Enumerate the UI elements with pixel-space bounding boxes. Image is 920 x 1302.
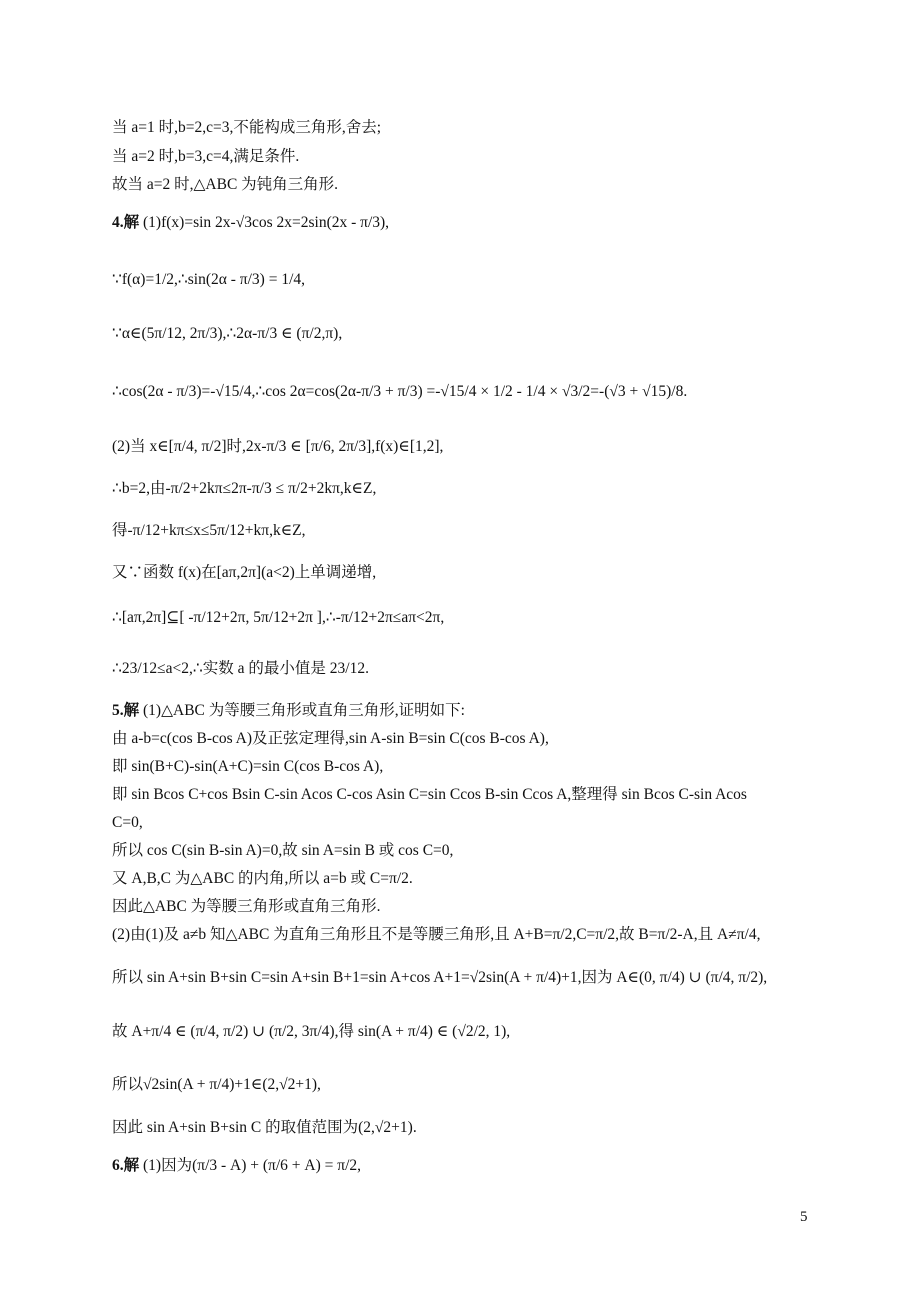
text-line: 故当 a=2 时,△ABC 为钝角三角形. <box>112 176 339 193</box>
text-line: 所以√2sin(A + π/4)+1∈(2,√2+1), <box>112 1076 321 1093</box>
text-line: ∴23/12≤a<2,∴实数 a 的最小值是 23/12. <box>112 660 369 677</box>
text-line: 又∵函数 f(x)在[aπ,2π](a<2)上单调递增, <box>112 564 377 581</box>
text-line: 又 A,B,C 为△ABC 的内角,所以 a=b 或 C=π/2. <box>112 870 413 887</box>
text-line: 因此 sin A+sin B+sin C 的取值范围为(2,√2+1). <box>112 1119 417 1136</box>
text-line: 由 a-b=c(cos B-cos A)及正弦定理得,sin A-sin B=sin C(cos B-cos A), <box>112 730 549 747</box>
text-line: C=0, <box>112 814 143 831</box>
text-line: 得-π/12+kπ≤x≤5π/12+kπ,k∈Z, <box>112 522 306 539</box>
text-line: 所以 sin A+sin B+sin C=sin A+sin B+1=sin A+cos A+1=√2sin(A + π/4)+1,因为 A∈(0, π/4) ∪ (π/4, π/2), <box>112 969 768 986</box>
text-line: 当 a=1 时,b=2,c=3,不能构成三角形,舍去; <box>112 119 382 136</box>
text-line: (2)由(1)及 a≠b 知△ABC 为直角三角形且不是等腰三角形,且 A+B=π/2,C=π/2,故 B=π/2-A,且 A≠π/4, <box>112 926 761 943</box>
text-line: ∴cos(2α - π/3)=-√15/4,∴cos 2α=cos(2α-π/3 + π/3) =-√15/4 × 1/2 - 1/4 × √3/2=-(√3 + √15)/8. <box>112 383 688 400</box>
problem-4-heading: 4.解 (1)f(x)=sin 2x-√3cos 2x=2sin(2x - π/3), <box>112 214 390 231</box>
text-line: ∴b=2,由-π/2+2kπ≤2π-π/3 ≤ π/2+2kπ,k∈Z, <box>112 480 377 497</box>
text-line: ∵α∈(5π/12, 2π/3),∴2α-π/3 ∈ (π/2,π), <box>112 325 343 342</box>
page-number: 5 <box>800 1209 808 1225</box>
problem-5-heading: 5.解 (1)△ABC 为等腰三角形或直角三角形,证明如下: <box>112 702 465 719</box>
text-line: 故 A+π/4 ∈ (π/4, π/2) ∪ (π/2, 3π/4),得 sin(A + π/4) ∈ (√2/2, 1), <box>112 1023 511 1040</box>
text-line: ∵f(α)=1/2,∴sin(2α - π/3) = 1/4, <box>112 271 306 288</box>
text-line: 即 sin(B+C)-sin(A+C)=sin C(cos B-cos A), <box>112 758 384 775</box>
text-line: 当 a=2 时,b=3,c=4,满足条件. <box>112 148 300 165</box>
text-line: 所以 cos C(sin B-sin A)=0,故 sin A=sin B 或 cos C=0, <box>112 842 454 859</box>
text-line: ∴[aπ,2π]⊆[ -π/12+2π, 5π/12+2π ],∴-π/12+2π≤aπ<2π, <box>112 609 445 626</box>
text-line: (2)当 x∈[π/4, π/2]时,2x-π/3 ∈ [π/6, 2π/3],f(x)∈[1,2], <box>112 438 444 455</box>
text-line: 因此△ABC 为等腰三角形或直角三角形. <box>112 898 381 915</box>
text-line: 即 sin Bcos C+cos Bsin C-sin Acos C-cos Asin C=sin Ccos B-sin Ccos A,整理得 sin Bcos C-sin Acos <box>112 786 747 803</box>
problem-6-heading: 6.解 (1)因为(π/3 - A) + (π/6 + A) = π/2, <box>112 1157 362 1174</box>
